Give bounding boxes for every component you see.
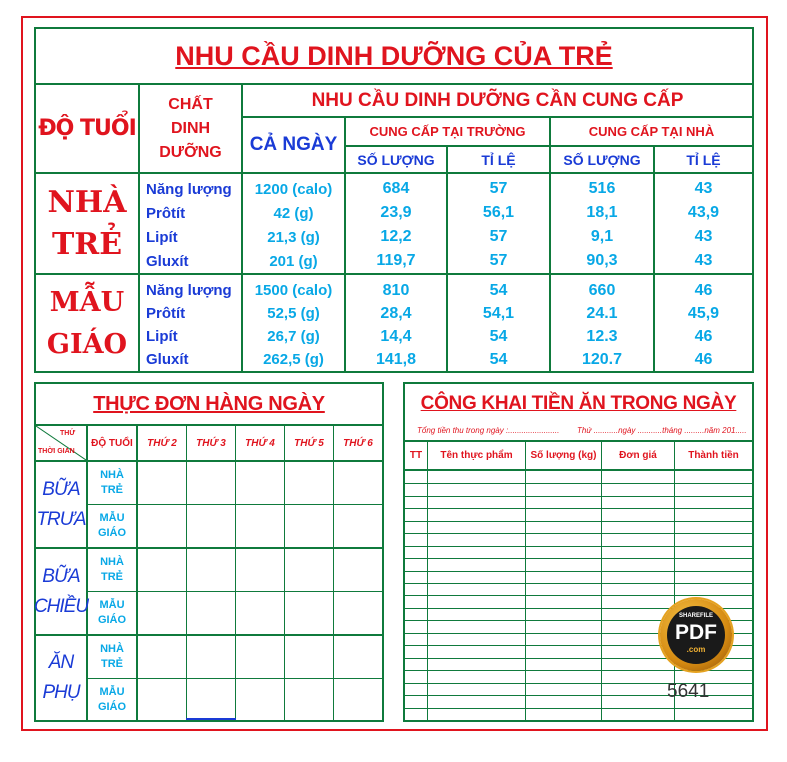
menu-header-age: ĐỘ TUỔI (91, 437, 133, 449)
badge-main-text: PDF (675, 621, 717, 644)
cost-row-line (405, 496, 752, 497)
cost-total-line: Tổng tiền thu trong ngày :....................... (417, 426, 560, 435)
cost-row-line (405, 508, 752, 509)
menu-header-day-2: THỨ 2 (147, 437, 177, 449)
corner-time-label: THỜI GIAN (38, 448, 75, 455)
nutrition-table: NHU CẦU DINH DƯỠNG CỦA TRẺ ĐỘ TUỔI CHẤT DINH DƯỠNG NHU CẦU DINH DƯỠNG CẦN CUNG CẤP CẢ NGÀY CUNG CẤP TẠI TRƯỜNG CUNG CẤP TẠI NHÀ SỐ LƯỢNG TỈ LỆ SỐ LƯỢNG TỈ LỆ NHÀ TRẺ MẪU GIÁO Năng lượng 1200 (calo) 684 57 516 43 Prôtít 42 (g) 23,9 56,1 18,1 43,9 Lipít 21,3 (g) 12,2 57 9,1 43 Gluxít 201 (g) 119,7 57 90,3 43 Năng lượng 1500 (calo) 810 54 660 46 Prôtít 52,5 (g) 28,4 54,1 24.1 45,9 Lipít 26,7 (g) 14,4 54 12.3 46 Gluxít 262,5 (g) 141,8 54 120.7 46 (34, 27, 754, 373)
cost-title: CÔNG KHAI TIỀN ĂN TRONG NGÀY (420, 393, 737, 414)
cost-row-line (405, 595, 752, 596)
cost-date-line: Thứ ...........ngày ...........tháng .........năm 201..... (577, 426, 747, 435)
header-school: CUNG CẤP TẠI TRƯỜNG (369, 124, 526, 139)
cost-row-line (405, 583, 752, 584)
group-label-mau-giao: MẪU GIÁO (46, 287, 128, 360)
menu-header-day-3: THỨ 3 (196, 437, 226, 449)
meal-afternoon: BỮA CHIỀU (33, 565, 89, 617)
cost-row-line (405, 546, 752, 547)
header-home-ratio: TỈ LỆ (686, 151, 721, 168)
nutrition-title: NHU CẦU DINH DƯỠNG CỦA TRẺ (175, 40, 613, 71)
cost-row-line (405, 483, 752, 484)
cost-row-line (405, 571, 752, 572)
header-school-ratio: TỈ LỆ (481, 151, 516, 168)
document-code: 5641 (667, 681, 710, 702)
cost-row-line (405, 533, 752, 534)
badge-com-text: .com (686, 645, 706, 654)
header-age: ĐỘ TUỔI (38, 116, 136, 141)
cost-row-line (405, 521, 752, 522)
cost-col-food: Tên thực phẩm (440, 450, 513, 461)
meal-lunch: BỮA TRƯA (36, 478, 86, 530)
meal-snack: ĂN PHỤ (42, 652, 80, 703)
daily-cost-table (403, 382, 754, 722)
cost-row-line (405, 558, 752, 559)
cost-col-qty: Số lượng (kg) (530, 450, 597, 461)
age-mau-giao: MẪU GIÁO (97, 512, 127, 539)
menu-header-day-5: THỨ 5 (294, 437, 324, 449)
cost-col-tt: TT (409, 450, 423, 461)
daily-menu-table (34, 382, 384, 722)
header-home: CUNG CẤP TẠI NHÀ (588, 124, 715, 139)
cost-col-total: Thành tiền (688, 450, 739, 461)
age-nha-tre: NHÀ TRẺ (100, 469, 124, 496)
age-mau-giao: MẪU GIÁO (97, 685, 127, 713)
cost-row-line (405, 708, 752, 709)
group-label-nha-tre: NHÀ TRẺ (47, 184, 127, 262)
blue-underline (186, 718, 236, 720)
header-nutrient: CHẤT DINH DƯỠNG (159, 95, 222, 161)
badge-top-text: SHAREFILE (678, 613, 713, 619)
header-home-qty: SỐ LƯỢNG (563, 151, 641, 168)
header-need: NHU CẦU DINH DƯỠNG CẦN CUNG CẤP (311, 89, 684, 111)
cost-col-price: Đơn giá (619, 450, 657, 461)
menu-header-day-4: THỨ 4 (245, 437, 275, 449)
corner-day-label: THỨ (60, 430, 76, 437)
age-nha-tre: NHÀ TRẺ (100, 556, 124, 583)
sharefile-pdf-badge (660, 599, 732, 671)
menu-title: THỰC ĐƠN HÀNG NGÀY (93, 392, 325, 415)
age-nha-tre: NHÀ TRẺ (100, 643, 124, 670)
header-school-qty: SỐ LƯỢNG (357, 151, 435, 168)
age-mau-giao: MẪU GIÁO (97, 599, 127, 626)
menu-header-day-6: THỨ 6 (343, 437, 373, 449)
header-day: CẢ NGÀY (249, 134, 338, 155)
